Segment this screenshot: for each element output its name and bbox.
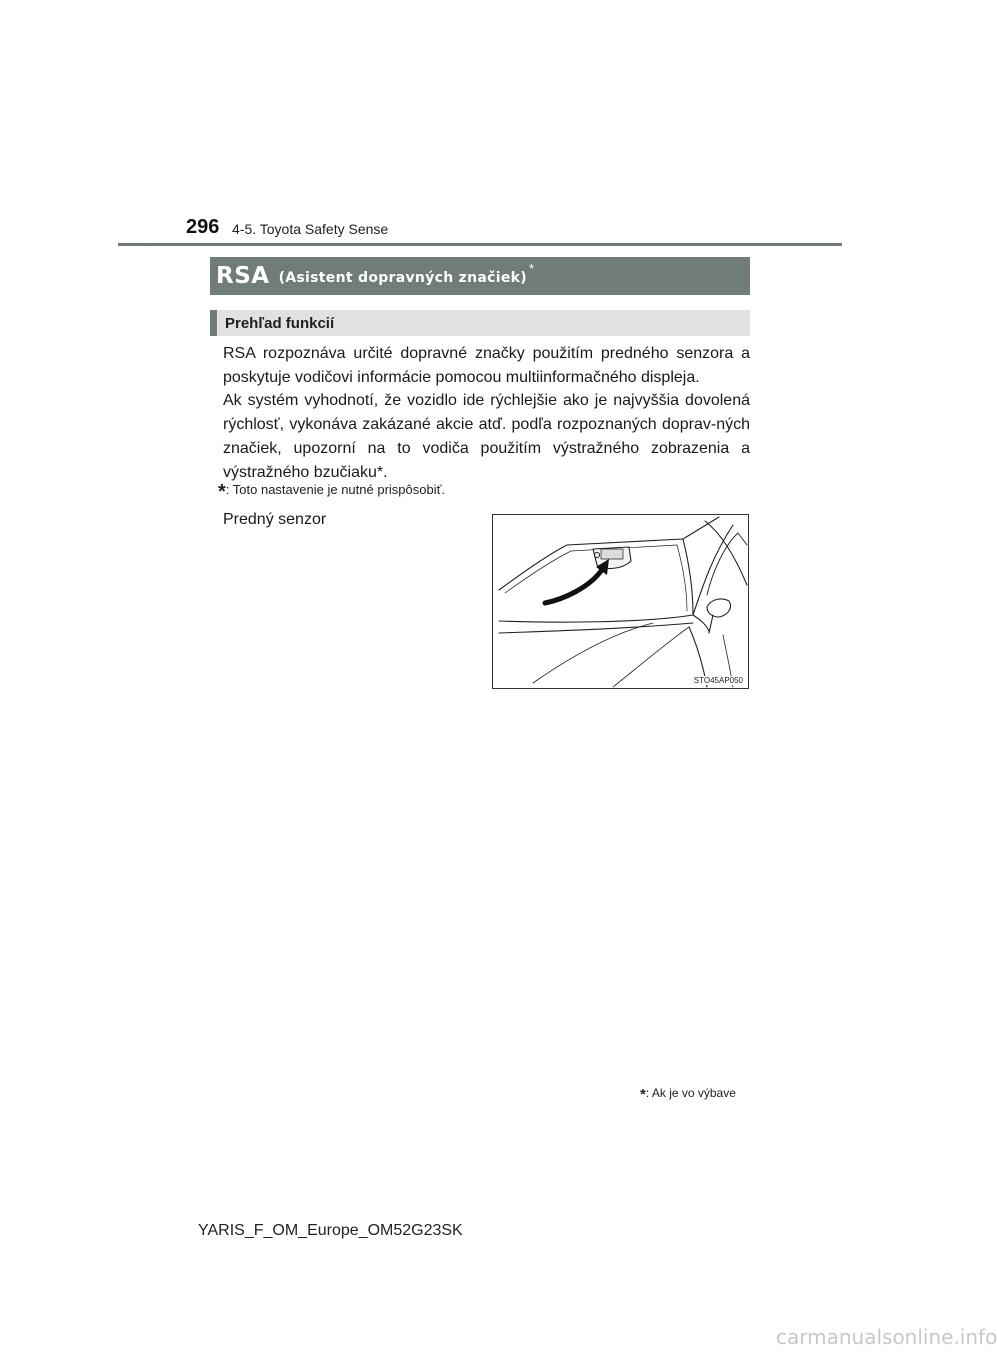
availability-marker: * <box>640 1086 646 1103</box>
windshield-sensor-illustration <box>492 514 749 689</box>
footer-doc-id: YARIS_F_OM_Europe_OM52G23SK <box>198 1222 463 1239</box>
figure-label: Predný senzor <box>223 511 327 528</box>
title-optional-marker: * <box>528 261 534 276</box>
body-paragraph-2: Ak systém vyhodnotí, že vozidlo ide rýchlejšie ako je najvyššia dovolená rýchlosť, vykonáva zakázané akcie atď. podľa rozpoznaných doprav-ných značiek, upozorní na to vodiča použitím výstražného zobrazenia a výstražného bzučiaku*. <box>223 392 750 481</box>
watermark: carmanualsonline.info <box>776 1325 997 1349</box>
page-number: 296 <box>186 216 220 238</box>
section-title: 4-5. Toyota Safety Sense <box>232 221 389 237</box>
footnote-text: : Toto nastavenie je nutné prispôsobiť. <box>225 482 446 497</box>
availability-note <box>640 1086 736 1103</box>
body-paragraph-1: RSA rozpoznáva určité dopravné značky použitím predného senzora a poskytuje vodičovi informácie pomocou multiinformačného displeja. <box>223 345 750 386</box>
subsection-bar <box>210 310 750 336</box>
title-bar <box>210 257 750 295</box>
title-main: RSA <box>216 263 270 289</box>
car-windshield-drawing <box>493 515 748 688</box>
figure-code: STO45AP050 <box>693 676 743 685</box>
header-rule <box>118 243 842 246</box>
title-subtitle: (Asistent dopravných značiek) <box>278 270 527 286</box>
subsection-label: Prehľad funkcií <box>225 314 335 332</box>
footnote-marker: * <box>218 481 226 503</box>
footnote <box>218 481 445 504</box>
availability-text: : Ak je vo výbave <box>645 1086 736 1100</box>
